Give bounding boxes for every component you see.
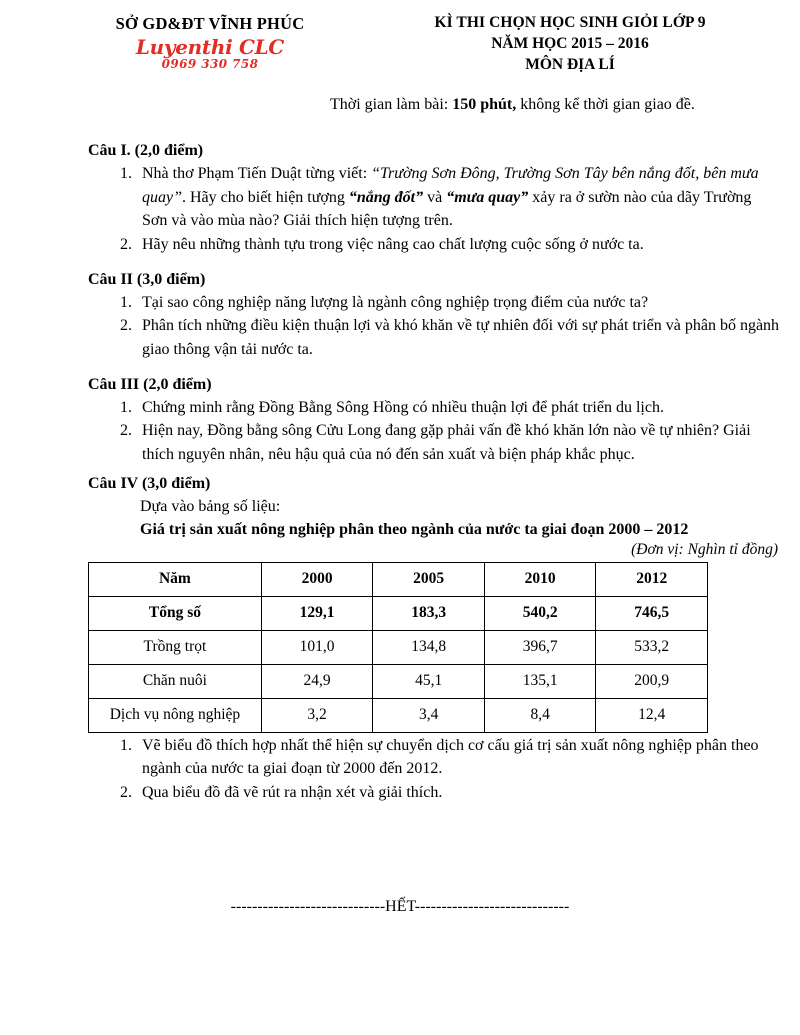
item-number: 2.: [120, 317, 132, 335]
duration-suffix: không kể thời gian giao đề.: [516, 96, 695, 113]
item-number: 2.: [120, 236, 132, 254]
logo-phone-number: 0969 330 758: [161, 57, 259, 71]
item-number: 2.: [120, 422, 132, 440]
question-list-cau-2: [0, 291, 800, 362]
question-item: [120, 291, 780, 315]
item-number: 1.: [120, 398, 132, 416]
duration-value: 150 phút,: [452, 96, 517, 113]
question-item: [120, 396, 780, 420]
exam-school-year: NĂM HỌC 2015 – 2016: [491, 35, 649, 52]
item-quote-3: “mưa quay”: [446, 188, 529, 206]
question-list-cau-4: [0, 734, 800, 805]
column-header-2005: 2005: [373, 562, 485, 596]
table-intro-line: Dựa vào bảng số liệu:: [140, 497, 281, 515]
item-text-c: và: [423, 188, 447, 206]
question-item: [120, 314, 780, 361]
question-item: [120, 781, 780, 805]
cell-value: 101,0: [261, 630, 373, 664]
section-title-cau-2: Câu II (3,0 điểm): [88, 270, 206, 288]
school-name: SỞ GD&ĐT VĨNH PHÚC: [115, 14, 305, 33]
column-header-2000: 2000: [261, 562, 373, 596]
exam-duration-line: [330, 96, 790, 114]
cell-value: 3,2: [261, 698, 373, 732]
question-item: [120, 233, 780, 257]
item-number: 1.: [120, 293, 132, 311]
item-text: Hãy nêu những thành tựu trong việc nâng cao chất lượng cuộc sống ở nước ta.: [142, 236, 644, 254]
section-cau-3: [0, 376, 800, 467]
duration-prefix: Thời gian làm bài:: [330, 96, 453, 113]
cell-value: 396,7: [484, 630, 596, 664]
data-table-unit: (Đơn vị: Nghìn tỉ đồng): [631, 540, 778, 558]
item-text-a: Nhà thơ Phạm Tiến Duật từng viết:: [142, 165, 372, 182]
cell-value: 533,2: [596, 630, 708, 664]
item-text: Vẽ biểu đồ thích hợp nhất thể hiện sự chuyển dịch cơ cấu giá trị sản xuất nông nghiệp phân theo ngành của nước ta giai đoạn từ 2000 đến 2012.: [142, 736, 759, 778]
section-title-cau-1: Câu I. (2,0 điểm): [88, 142, 204, 159]
header-left-block: [60, 14, 360, 71]
section-cau-2: [0, 271, 800, 362]
cell-value: 24,9: [261, 664, 373, 698]
item-number: 2.: [120, 784, 132, 802]
section-cau-1: [0, 142, 800, 257]
cell-value: 200,9: [596, 664, 708, 698]
column-header-year-label: Năm: [89, 562, 262, 596]
question-list-cau-1: [0, 162, 800, 257]
cell-value: 540,2: [484, 596, 596, 630]
data-table-title: Giá trị sản xuất nông nghiệp phân theo ngành của nước ta giai đoạn 2000 – 2012: [140, 520, 689, 538]
cell-value: 134,8: [373, 630, 485, 664]
item-text: Chứng minh rằng Đồng Bằng Sông Hồng có nhiều thuận lợi để phát triển du lịch.: [142, 398, 664, 416]
item-text-b: . Hãy cho biết hiện tượng: [182, 188, 349, 206]
section-title-cau-3: Câu III (2,0 điểm): [88, 375, 212, 393]
row-label: Chăn nuôi: [89, 664, 262, 698]
question-list-cau-3: [0, 396, 800, 467]
row-label: Trồng trọt: [89, 630, 262, 664]
table-row: [89, 630, 708, 664]
row-label: Dịch vụ nông nghiệp: [89, 698, 262, 732]
question-item: [120, 734, 780, 781]
cell-value: 135,1: [484, 664, 596, 698]
header-right-block: [360, 14, 780, 74]
item-quote-1: “Trường Sơn Đông, Trường Sơn Tây bên nắng đốt, bên mưa quay”: [142, 165, 759, 206]
agriculture-value-table: [88, 562, 708, 733]
item-number: 1.: [120, 736, 132, 754]
logo: [60, 37, 360, 71]
table-header-row: [89, 562, 708, 596]
logo-text: Luyenthi CLC: [135, 35, 285, 59]
question-item: [120, 162, 780, 233]
item-text: Qua biểu đồ đã vẽ rút ra nhận xét và giải thích.: [142, 784, 443, 802]
table-row: [89, 698, 708, 732]
section-cau-4: [0, 475, 800, 805]
table-body: [89, 562, 708, 732]
column-header-2010: 2010: [484, 562, 596, 596]
item-quote-2: “nắng đốt”: [348, 188, 424, 206]
item-text: Phân tích những điều kiện thuận lợi và khó khăn về tự nhiên đối với sự phát triển và phân bố ngành giao thông vận tải nước ta.: [142, 317, 780, 359]
row-label: Tổng số: [89, 596, 262, 630]
document-footer: -----------------------------HẾT-----------------------------: [230, 898, 570, 915]
item-text: Hiện nay, Đồng bằng sông Cửu Long đang gặp phải vấn đề khó khăn lớn nào về tự nhiên? Giải thích nguyên nhân, nêu hậu quả của nó đến sản xuất và biện pháp khắc phục.: [142, 422, 751, 464]
column-header-2012: 2012: [596, 562, 708, 596]
exam-subject: MÔN ĐỊA LÍ: [525, 56, 615, 73]
item-text: Tại sao công nghiệp năng lượng là ngành công nghiệp trọng điểm của nước ta?: [142, 293, 649, 311]
cell-value: 12,4: [596, 698, 708, 732]
question-item: [120, 419, 780, 466]
cell-value: 8,4: [484, 698, 596, 732]
document-header: [0, 14, 800, 114]
item-number: 1.: [120, 165, 132, 182]
table-row: [89, 664, 708, 698]
cell-value: 129,1: [261, 596, 373, 630]
table-row: [89, 596, 708, 630]
document-body: [0, 128, 800, 805]
cell-value: 746,5: [596, 596, 708, 630]
cell-value: 3,4: [373, 698, 485, 732]
cell-value: 45,1: [373, 664, 485, 698]
section-title-cau-4: Câu IV (3,0 điểm): [88, 474, 211, 492]
item-text-d: xảy ra ở sườn nào của dãy Trường Sơn và vào mùa nào? Giải thích hiện tượng trên.: [142, 188, 752, 230]
cell-value: 183,3: [373, 596, 485, 630]
exam-title: KÌ THI CHỌN HỌC SINH GIỎI LỚP 9: [434, 14, 706, 31]
